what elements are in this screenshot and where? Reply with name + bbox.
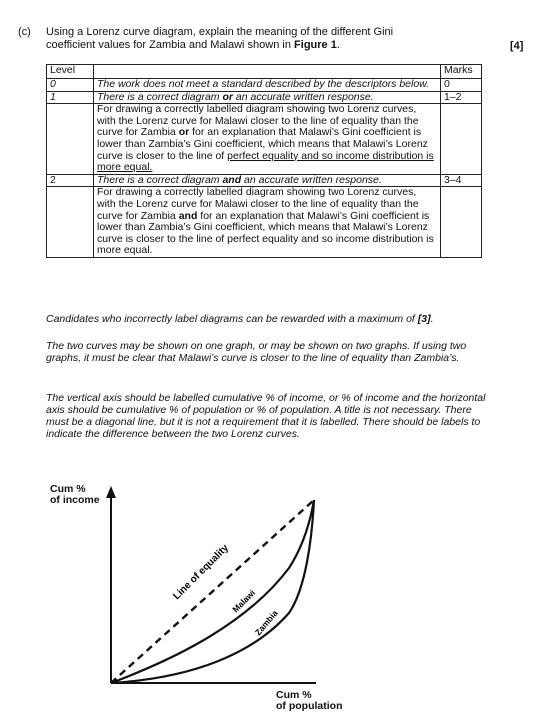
question-letter: (c) [18,26,31,38]
mark-scheme-table [46,64,482,258]
table-row [47,187,482,258]
level-2-detail-spacer [47,187,94,258]
question-text [46,26,426,52]
level-2-desc-a: There is a correct diagram [97,173,223,186]
question-text-main: Using a Lorenz curve diagram, explain the meaning of the different Gini coefficient values for Zambia and Malawi shown in [46,26,394,51]
x-axis-label-line-2: of population [276,700,343,712]
level-1-detail-a: For drawing a correctly labelled diagram showing two Lorenz curves, with the Lorenz curve for Malawi closer to the line of equality than the curve for Zambia [97,103,419,139]
level-1-desc-b: an accurate written response. [232,90,374,103]
header-marks: Marks [441,65,482,79]
table-row [47,104,482,175]
lorenz-diagram [44,478,344,725]
table-row [47,79,482,92]
level-2-detail-marks-spacer [441,187,482,258]
level-1-descriptor [94,91,441,104]
question-marks: [4] [510,40,524,52]
y-axis-label [50,484,100,506]
line-of-equality [111,500,314,683]
level-1-detail-marks-spacer [441,104,482,175]
y-axis-label-line-1: Cum % [50,483,86,495]
note-max-marks-end: . [430,313,434,325]
level-2: 2 [47,174,94,187]
level-1-desc-or: or [222,90,233,103]
label-line-of-equality: Line of equality [171,542,231,603]
table-header-row [47,65,482,79]
label-zambia: Zambia [252,608,280,638]
level-1-detail-b: for an explanation that Malawi’s Gini coefficient is lower than Zambia’s Gini coefficient, which means that Malawi’s Lorenz curve is closer to the line of [97,126,428,162]
question-figure-ref: Figure 1 [294,39,337,51]
header-descriptor [94,65,441,79]
level-1-detail-or: or [178,126,190,139]
header-level: Level [47,65,94,79]
level-2-desc-and: and [222,173,242,186]
label-malawi: Malawi [230,587,258,615]
level-2-detail-and: and [178,209,198,222]
y-axis-label-line-2: of income [50,494,100,506]
note-graphs: The two curves may be shown on one graph, or may be shown on two graphs. If using two graphs, it must be clear that Malawi’s curve is closer to the line of equality than Zambia’s. [46,340,467,364]
x-axis-label-line-1: Cum % [276,689,312,701]
note-max-marks-text: Candidates who incorrectly label diagrams can be rewarded with a maximum of [46,313,418,325]
level-2-detail-b: for an explanation that Malawi’s Gini coefficient is lower than Zambia’s Gini coefficient, which means that Malawi’s Lorenz curve is closer to the line of perfect equality and so income distribution is more equal. [97,209,434,257]
x-axis-label [276,690,342,712]
level-2-descriptor [94,174,441,187]
level-0-marks: 0 [441,79,482,92]
level-1-marks: 1–2 [441,91,482,104]
lorenz-diagram-svg [44,478,344,720]
y-axis-arrow [106,486,116,498]
level-1-detail-underlined: perfect equality and so income distribution is more equal. [97,149,434,174]
level-2-marks: 3–4 [441,174,482,187]
level-1-desc-a: There is a correct diagram [97,90,223,103]
note-max-marks [46,313,486,325]
level-0-descriptor: The work does not meet a standard described by the descriptors below. [94,79,441,92]
table-row [47,174,482,187]
note-max-marks-value: [3] [417,313,431,325]
level-1-detail [94,104,441,175]
question-text-end: . [336,39,340,51]
table-row [47,91,482,104]
level-2-detail [94,187,441,258]
level-0: 0 [47,79,94,92]
level-1-detail-spacer [47,104,94,175]
level-1: 1 [47,91,94,104]
level-2-detail-a: For drawing a correctly labelled diagram showing two Lorenz curves, with the Lorenz curve for Malawi closer to the line of equality than the curve for Zambia [97,186,419,222]
level-2-desc-b: an accurate written response. [241,173,382,186]
note-axes: The vertical axis should be labelled cumulative % of income, or % of income and the horizontal axis should be cumulative % of population or % of population. A title is not necessary. There must be a diagonal line, but it is not a requirement that it is labelled. There should be labels to indicate the difference between the two Lorenz curves. [46,392,486,440]
